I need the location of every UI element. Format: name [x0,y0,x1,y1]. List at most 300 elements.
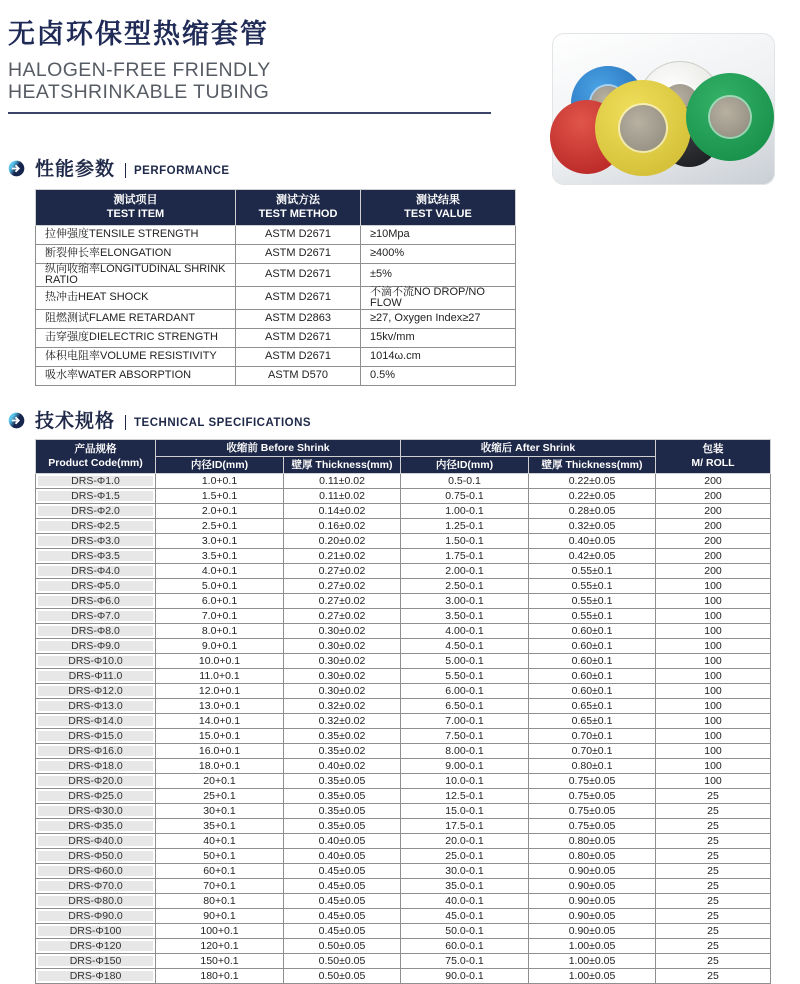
code-cell: DRS-Φ9.0 [36,639,156,654]
header-package-zh: 包装 [702,443,724,456]
header-test-value-en: TEST VALUE [404,208,472,221]
spec-cell: 100 [656,714,771,729]
spec-row [36,594,771,609]
code-cell: DRS-Φ180 [36,969,156,984]
spec-row [36,849,771,864]
code-cell: DRS-Φ150 [36,954,156,969]
spec-cell: 7.00-0.1 [401,714,529,729]
spec-cell: 90.0-0.1 [401,969,529,984]
spec-cell: 200 [656,534,771,549]
spec-row [36,819,771,834]
spec-row [36,669,771,684]
header-test-value [361,190,516,226]
spec-row [36,609,771,624]
specs-header-row-1 [36,439,771,456]
perf-value-cell: ≥27, Oxygen Index≥27 [361,309,516,328]
header-product-code-en: Product Code(mm) [48,457,143,470]
specs-title-en: TECHNICAL SPECIFICATIONS [134,416,312,429]
product-photo [552,33,775,185]
spec-cell: 0.60±0.1 [529,624,656,639]
perf-value-cell: 不滴不流NO DROP/NO FLOW [361,286,516,309]
specs-section-header [8,412,800,431]
spec-cell: 0.75±0.05 [529,819,656,834]
spec-cell: 0.75±0.05 [529,804,656,819]
spec-cell: 0.65±0.1 [529,714,656,729]
perf-method-cell: ASTM D2671 [236,225,361,244]
tubing-roll-green [686,73,774,161]
spec-cell: 1.5+0.1 [156,489,284,504]
spec-cell: 18.0+0.1 [156,759,284,774]
arrow-circle-icon [8,160,25,177]
spec-cell: 40+0.1 [156,834,284,849]
perf-value-cell: 1014ω.cm [361,347,516,366]
spec-cell: 0.45±0.05 [284,894,401,909]
spec-cell: 200 [656,519,771,534]
perf-item-cell: 击穿强度DIELECTRIC STRENGTH [36,328,236,347]
spec-row [36,714,771,729]
tubing-roll-yellow [595,80,691,176]
perf-value-cell: 15kv/mm [361,328,516,347]
spec-row [36,744,771,759]
spec-cell: 1.00±0.05 [529,969,656,984]
spec-cell: 35.0-0.1 [401,879,529,894]
spec-cell: 2.00-0.1 [401,564,529,579]
spec-cell: 5.0+0.1 [156,579,284,594]
spec-cell: 100 [656,579,771,594]
spec-cell: 0.35±0.02 [284,729,401,744]
spec-cell: 0.40±0.05 [529,534,656,549]
spec-cell: 40.0-0.1 [401,894,529,909]
perf-value-cell: ≥400% [361,244,516,263]
spec-cell: 30+0.1 [156,804,284,819]
code-cell: DRS-Φ35.0 [36,819,156,834]
spec-cell: 10.0+0.1 [156,654,284,669]
spec-cell: 25 [656,924,771,939]
spec-cell: 45.0-0.1 [401,909,529,924]
spec-cell: 1.0+0.1 [156,474,284,489]
perf-value-cell: ±5% [361,263,516,286]
spec-cell: 35+0.1 [156,819,284,834]
section-title-divider [125,415,126,430]
spec-cell: 4.50-0.1 [401,639,529,654]
header-package [656,439,771,473]
perf-item-cell: 断裂伸长率ELONGATION [36,244,236,263]
spec-row [36,909,771,924]
spec-cell: 0.65±0.1 [529,699,656,714]
spec-row [36,564,771,579]
performance-table-head [36,190,516,226]
code-cell: DRS-Φ60.0 [36,864,156,879]
performance-row [36,244,516,263]
spec-cell: 0.42±0.05 [529,549,656,564]
spec-row [36,894,771,909]
spec-row [36,879,771,894]
spec-cell: 100 [656,654,771,669]
spec-row [36,804,771,819]
spec-cell: 0.22±0.05 [529,489,656,504]
header-test-item-en: TEST ITEM [106,208,165,221]
roll-core [710,97,750,137]
spec-cell: 0.27±0.02 [284,609,401,624]
spec-cell: 100 [656,759,771,774]
header-test-method-en: TEST METHOD [258,208,338,221]
performance-row [36,366,516,385]
header-divider [8,112,491,114]
arrow-circle-icon [8,412,25,429]
spec-cell: 0.70±0.1 [529,729,656,744]
spec-cell: 0.35±0.05 [284,819,401,834]
spec-cell: 100 [656,774,771,789]
spec-cell: 100 [656,684,771,699]
spec-row [36,534,771,549]
spec-cell: 9.00-0.1 [401,759,529,774]
spec-cell: 4.00-0.1 [401,624,529,639]
header-product-code-zh: 产品规格 [74,443,117,456]
code-cell: DRS-Φ1.5 [36,489,156,504]
code-cell: DRS-Φ80.0 [36,894,156,909]
spec-cell: 180+0.1 [156,969,284,984]
spec-cell: 0.50±0.05 [284,939,401,954]
spec-cell: 8.0+0.1 [156,624,284,639]
spec-cell: 25 [656,969,771,984]
spec-cell: 0.45±0.05 [284,924,401,939]
spec-cell: 0.30±0.02 [284,639,401,654]
spec-cell: 25 [656,804,771,819]
spec-row [36,699,771,714]
spec-cell: 0.35±0.02 [284,744,401,759]
code-cell: DRS-Φ18.0 [36,759,156,774]
perf-value-cell: 0.5% [361,366,516,385]
spec-cell: 0.27±0.02 [284,579,401,594]
spec-cell: 90+0.1 [156,909,284,924]
spec-cell: 0.80±0.1 [529,759,656,774]
spec-cell: 25 [656,894,771,909]
spec-cell: 0.35±0.05 [284,789,401,804]
code-cell: DRS-Φ40.0 [36,834,156,849]
spec-cell: 0.32±0.02 [284,699,401,714]
spec-cell: 200 [656,489,771,504]
performance-row [36,309,516,328]
header-test-method [236,190,361,226]
perf-method-cell: ASTM D2671 [236,286,361,309]
code-cell: DRS-Φ100 [36,924,156,939]
spec-cell: 0.45±0.05 [284,864,401,879]
spec-cell: 7.0+0.1 [156,609,284,624]
performance-table [35,189,516,386]
specs-table [35,439,771,984]
spec-cell: 14.0+0.1 [156,714,284,729]
perf-item-cell: 吸水率WATER ABSORPTION [36,366,236,385]
spec-cell: 12.5-0.1 [401,789,529,804]
page-title: 无卤环保型热缩套管 [8,19,269,49]
code-cell: DRS-Φ3.0 [36,534,156,549]
spec-cell: 25.0-0.1 [401,849,529,864]
spec-cell: 8.00-0.1 [401,744,529,759]
perf-method-cell: ASTM D570 [236,366,361,385]
spec-row [36,774,771,789]
spec-cell: 25 [656,879,771,894]
spec-cell: 0.21±0.02 [284,549,401,564]
spec-cell: 0.32±0.02 [284,714,401,729]
code-cell: DRS-Φ11.0 [36,669,156,684]
code-cell: DRS-Φ12.0 [36,684,156,699]
spec-cell: 11.0+0.1 [156,669,284,684]
spec-cell: 0.35±0.05 [284,774,401,789]
code-cell: DRS-Φ1.0 [36,474,156,489]
code-cell: DRS-Φ16.0 [36,744,156,759]
spec-row [36,474,771,489]
perf-method-cell: ASTM D2671 [236,263,361,286]
perf-item-cell: 阻燃测试FLAME RETARDANT [36,309,236,328]
spec-cell: 5.50-0.1 [401,669,529,684]
spec-cell: 30.0-0.1 [401,864,529,879]
code-cell: DRS-Φ4.0 [36,564,156,579]
spec-row [36,864,771,879]
spec-cell: 0.27±0.02 [284,564,401,579]
code-cell: DRS-Φ8.0 [36,624,156,639]
spec-cell: 0.80±0.05 [529,834,656,849]
code-cell: DRS-Φ20.0 [36,774,156,789]
code-cell: DRS-Φ15.0 [36,729,156,744]
spec-cell: 0.30±0.02 [284,669,401,684]
spec-cell: 150+0.1 [156,954,284,969]
header-test-item [36,190,236,226]
spec-cell: 0.20±0.02 [284,534,401,549]
spec-row [36,789,771,804]
spec-cell: 25 [656,849,771,864]
spec-cell: 200 [656,549,771,564]
performance-row [36,225,516,244]
performance-row [36,286,516,309]
spec-cell: 17.5-0.1 [401,819,529,834]
spec-cell: 25 [656,819,771,834]
spec-cell: 9.0+0.1 [156,639,284,654]
header-after-shrink: 收缩后 After Shrink [401,439,656,456]
spec-cell: 0.60±0.1 [529,639,656,654]
spec-row [36,834,771,849]
spec-cell: 100 [656,699,771,714]
spec-cell: 10.0-0.1 [401,774,529,789]
spec-cell: 25 [656,864,771,879]
subtitle-line-1: HALOGEN-FREE FRIENDLY [8,59,271,81]
spec-cell: 0.90±0.05 [529,864,656,879]
spec-cell: 1.50-0.1 [401,534,529,549]
spec-cell: 25 [656,789,771,804]
code-cell: DRS-Φ14.0 [36,714,156,729]
spec-row [36,969,771,984]
subtitle-line-2: HEATSHRINKABLE TUBING [8,81,270,104]
spec-cell: 0.55±0.1 [529,579,656,594]
spec-cell: 0.28±0.05 [529,504,656,519]
spec-row [36,729,771,744]
code-cell: DRS-Φ2.0 [36,504,156,519]
spec-cell: 3.00-0.1 [401,594,529,609]
header-after-id: 内径ID(mm) [401,456,529,473]
spec-cell: 0.55±0.1 [529,564,656,579]
spec-cell: 1.75-0.1 [401,549,529,564]
spec-cell: 0.27±0.02 [284,594,401,609]
spec-cell: 20+0.1 [156,774,284,789]
spec-cell: 15.0+0.1 [156,729,284,744]
spec-cell: 0.75-0.1 [401,489,529,504]
performance-row [36,263,516,286]
spec-cell: 0.75±0.05 [529,789,656,804]
performance-title-en: PERFORMANCE [134,165,230,178]
spec-cell: 2.5+0.1 [156,519,284,534]
spec-cell: 0.22±0.05 [529,474,656,489]
spec-cell: 1.00±0.05 [529,939,656,954]
spec-cell: 0.50±0.05 [284,969,401,984]
spec-cell: 3.0+0.1 [156,534,284,549]
specs-table-head [36,439,771,473]
perf-item-cell: 纵向收缩率LONGITUDINAL SHRINK RATIO [36,263,236,286]
spec-cell: 0.11±0.02 [284,489,401,504]
perf-item-cell: 拉伸强度TENSILE STRENGTH [36,225,236,244]
spec-cell: 80+0.1 [156,894,284,909]
spec-cell: 15.0-0.1 [401,804,529,819]
spec-row [36,684,771,699]
performance-table-body [36,225,516,385]
spec-cell: 70+0.1 [156,879,284,894]
header-before-thickness: 壁厚 Thickness(mm) [284,456,401,473]
spec-cell: 1.25-0.1 [401,519,529,534]
spec-cell: 12.0+0.1 [156,684,284,699]
spec-row [36,489,771,504]
roll-core [620,105,666,151]
spec-row [36,519,771,534]
spec-cell: 3.5+0.1 [156,549,284,564]
performance-row [36,347,516,366]
code-cell: DRS-Φ10.0 [36,654,156,669]
spec-cell: 13.0+0.1 [156,699,284,714]
perf-method-cell: ASTM D2671 [236,244,361,263]
spec-row [36,504,771,519]
spec-cell: 75.0-0.1 [401,954,529,969]
spec-cell: 0.90±0.05 [529,909,656,924]
header-product-code [36,439,156,473]
perf-item-cell: 热冲击HEAT SHOCK [36,286,236,309]
spec-cell: 0.60±0.1 [529,654,656,669]
spec-cell: 1.00±0.05 [529,954,656,969]
spec-row [36,549,771,564]
spec-cell: 0.75±0.05 [529,774,656,789]
spec-cell: 0.50±0.05 [284,954,401,969]
spec-cell: 25 [656,954,771,969]
section-title-divider [125,163,126,178]
spec-cell: 6.00-0.1 [401,684,529,699]
spec-cell: 2.50-0.1 [401,579,529,594]
performance-header-row [36,190,516,226]
spec-cell: 0.45±0.05 [284,879,401,894]
code-cell: DRS-Φ6.0 [36,594,156,609]
spec-row [36,654,771,669]
code-cell: DRS-Φ7.0 [36,609,156,624]
spec-cell: 0.30±0.02 [284,654,401,669]
code-cell: DRS-Φ3.5 [36,549,156,564]
perf-item-cell: 体积电阻率VOLUME RESISTIVITY [36,347,236,366]
perf-value-cell: ≥10Mpa [361,225,516,244]
spec-row [36,924,771,939]
code-cell: DRS-Φ90.0 [36,909,156,924]
spec-cell: 0.40±0.02 [284,759,401,774]
spec-cell: 0.70±0.1 [529,744,656,759]
spec-row [36,759,771,774]
spec-cell: 200 [656,564,771,579]
spec-cell: 100 [656,744,771,759]
perf-method-cell: ASTM D2671 [236,328,361,347]
spec-cell: 0.32±0.05 [529,519,656,534]
spec-cell: 100 [656,729,771,744]
spec-cell: 0.40±0.05 [284,834,401,849]
header-test-method-zh: 测试方法 [276,194,320,207]
spec-cell: 100 [656,594,771,609]
spec-cell: 20.0-0.1 [401,834,529,849]
code-cell: DRS-Φ25.0 [36,789,156,804]
spec-cell: 200 [656,474,771,489]
spec-cell: 0.90±0.05 [529,924,656,939]
spec-cell: 0.14±0.02 [284,504,401,519]
spec-cell: 0.60±0.1 [529,669,656,684]
spec-cell: 5.00-0.1 [401,654,529,669]
spec-cell: 25+0.1 [156,789,284,804]
spec-cell: 25 [656,834,771,849]
spec-row [36,939,771,954]
code-cell: DRS-Φ13.0 [36,699,156,714]
code-cell: DRS-Φ70.0 [36,879,156,894]
header-after-thickness: 壁厚 Thickness(mm) [529,456,656,473]
specs-table-body [36,474,771,984]
spec-cell: 0.35±0.05 [284,804,401,819]
perf-method-cell: ASTM D2863 [236,309,361,328]
spec-cell: 6.50-0.1 [401,699,529,714]
spec-cell: 0.90±0.05 [529,894,656,909]
spec-cell: 0.55±0.1 [529,609,656,624]
header-before-id: 内径ID(mm) [156,456,284,473]
spec-cell: 16.0+0.1 [156,744,284,759]
spec-cell: 0.11±0.02 [284,474,401,489]
header-test-value-zh: 测试结果 [416,194,460,207]
specs-title-zh: 技术规格 [35,410,116,432]
spec-cell: 7.50-0.1 [401,729,529,744]
spec-cell: 0.80±0.05 [529,849,656,864]
code-cell: DRS-Φ5.0 [36,579,156,594]
spec-cell: 60.0-0.1 [401,939,529,954]
spec-cell: 0.16±0.02 [284,519,401,534]
spec-cell: 60+0.1 [156,864,284,879]
spec-cell: 0.45±0.05 [284,909,401,924]
spec-cell: 120+0.1 [156,939,284,954]
spec-cell: 0.90±0.05 [529,879,656,894]
header-test-item-zh: 测试项目 [113,194,158,207]
spec-cell: 100+0.1 [156,924,284,939]
code-cell: DRS-Φ120 [36,939,156,954]
spec-cell: 2.0+0.1 [156,504,284,519]
performance-title-zh: 性能参数 [35,159,116,181]
spec-cell: 100 [656,669,771,684]
spec-cell: 100 [656,609,771,624]
spec-cell: 0.40±0.05 [284,849,401,864]
spec-cell: 0.55±0.1 [529,594,656,609]
spec-row [36,624,771,639]
spec-row [36,954,771,969]
spec-cell: 50.0-0.1 [401,924,529,939]
spec-cell: 0.30±0.02 [284,684,401,699]
spec-cell: 3.50-0.1 [401,609,529,624]
performance-row [36,328,516,347]
perf-method-cell: ASTM D2671 [236,347,361,366]
spec-cell: 0.5-0.1 [401,474,529,489]
code-cell: DRS-Φ2.5 [36,519,156,534]
